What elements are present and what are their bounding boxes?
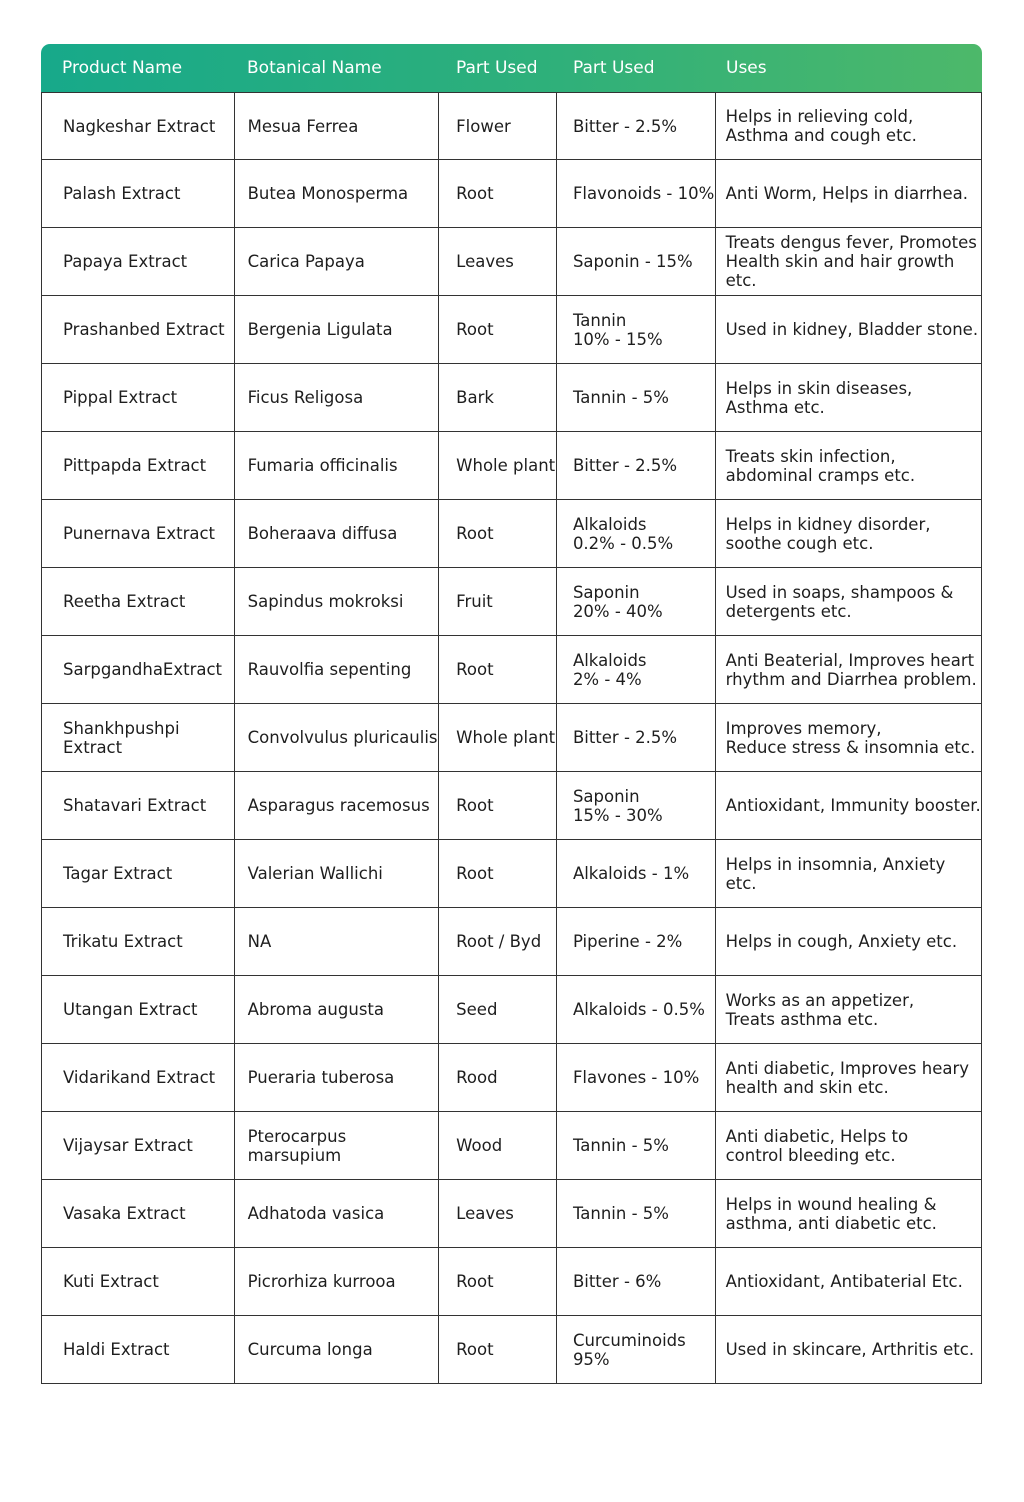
table-row — [42, 976, 981, 1044]
botanical-name-text: Picrorhiza kurrooa — [247, 1272, 396, 1291]
product-name-text: Nagkeshar Extract — [63, 116, 216, 136]
uses-cell — [716, 568, 981, 635]
table-row — [42, 636, 981, 704]
product-name-text: Prashanbed Extract — [63, 320, 225, 339]
botanical-name-cell — [235, 1112, 440, 1179]
uses-text: Helps in relieving cold, Asthma and cough etc. — [725, 107, 917, 145]
product-name-cell — [42, 500, 235, 567]
header-product-name: Product Name — [62, 58, 183, 78]
botanical-name-text: Asparagus racemosus — [247, 796, 430, 815]
table-row — [42, 364, 981, 432]
table-row — [42, 500, 981, 568]
table-body — [41, 92, 982, 1384]
assay-cell — [557, 976, 716, 1043]
botanical-name-text: Butea Monosperma — [247, 184, 409, 203]
assay-cell — [557, 228, 716, 295]
assay-text: Bitter - 2.5% — [572, 456, 678, 475]
uses-text: Antioxidant, Immunity booster. — [725, 796, 981, 815]
assay-cell — [557, 364, 716, 431]
uses-cell — [716, 364, 981, 431]
uses-text: Treats skin infection, abdominal cramps etc. — [725, 446, 916, 485]
product-name-cell — [42, 568, 235, 635]
uses-text: Helps in skin diseases, Asthma etc. — [725, 378, 913, 417]
part-used-cell — [439, 1180, 557, 1247]
botanical-name-cell — [235, 228, 440, 295]
uses-cell — [716, 840, 981, 907]
botanical-name-text: Curcuma longa — [247, 1340, 373, 1359]
uses-text: Used in kidney, Bladder stone. — [725, 320, 979, 339]
part-used-text: Wood — [456, 1136, 503, 1155]
uses-text: Treats dengus fever, Promotes Health skin and hair growth etc. — [725, 233, 977, 290]
product-name-cell — [42, 704, 235, 771]
assay-text: Alkaloids - 1% — [572, 864, 690, 883]
part-used-text: Whole plant — [456, 456, 556, 475]
part-used-cell — [439, 160, 557, 227]
botanical-name-cell — [235, 636, 440, 703]
header-uses: Uses — [726, 58, 767, 78]
assay-cell — [557, 1044, 716, 1111]
uses-cell — [716, 1248, 981, 1315]
botanical-name-text: Convolvulus pluricaulis — [247, 728, 438, 747]
uses-cell — [716, 296, 981, 363]
uses-cell — [716, 976, 981, 1043]
table-row — [42, 704, 981, 772]
botanical-name-cell — [235, 840, 440, 907]
assay-cell — [557, 432, 716, 499]
product-name-text: SarpgandhaExtract — [63, 660, 223, 679]
botanical-name-text: NA — [247, 932, 272, 951]
product-name-text: Kuti Extract — [63, 1272, 159, 1291]
uses-cell — [716, 500, 981, 567]
assay-text: Tannin - 5% — [572, 1136, 669, 1155]
uses-cell — [716, 772, 981, 839]
uses-cell — [716, 1112, 981, 1179]
part-used-text: Leaves — [456, 252, 514, 271]
part-used-cell — [439, 976, 557, 1043]
uses-text: Helps in wound healing & asthma, anti diabetic etc. — [725, 1194, 937, 1233]
assay-cell — [557, 636, 716, 703]
part-used-cell — [439, 93, 557, 159]
part-used-text: Root / Byd — [456, 932, 542, 951]
assay-text: Alkaloids - 0.5% — [572, 1000, 705, 1019]
botanical-name-cell — [235, 160, 440, 227]
part-used-cell — [439, 1112, 557, 1179]
uses-text: Used in soaps, shampoos & detergents etc. — [725, 582, 954, 621]
assay-text: Saponin - 15% — [572, 252, 693, 271]
part-used-cell — [439, 500, 557, 567]
assay-cell — [557, 772, 716, 839]
botanical-name-text: Fumaria officinalis — [247, 456, 398, 475]
assay-text: Flavonoids - 10% — [572, 184, 715, 203]
part-used-cell — [439, 636, 557, 703]
product-name-text: Punernava Extract — [63, 524, 216, 543]
table-row — [42, 840, 981, 908]
product-name-text: Vijaysar Extract — [63, 1136, 193, 1155]
uses-text: Anti Worm, Helps in diarrhea. — [725, 184, 969, 203]
table-row — [42, 1248, 981, 1316]
product-name-text: Pippal Extract — [63, 388, 178, 407]
product-name-cell — [42, 296, 235, 363]
uses-text: Helps in kidney disorder, soothe cough etc. — [725, 514, 931, 553]
botanical-name-cell — [235, 500, 440, 567]
botanical-name-text: Rauvolfia sepenting — [247, 660, 412, 679]
uses-cell — [716, 704, 981, 771]
part-used-text: Root — [456, 524, 494, 543]
product-name-cell — [42, 840, 235, 907]
product-name-text: Haldi Extract — [63, 1340, 170, 1359]
header-part-used: Part Used — [456, 58, 538, 78]
table-row — [42, 908, 981, 976]
botanical-name-cell — [235, 1316, 440, 1383]
extract-table — [41, 44, 982, 1384]
part-used-text: Bark — [456, 388, 494, 407]
botanical-name-text: Mesua Ferrea — [247, 116, 359, 136]
botanical-name-cell — [235, 772, 440, 839]
botanical-name-text: Valerian Wallichi — [247, 864, 383, 883]
product-name-cell — [42, 908, 235, 975]
part-used-cell — [439, 1316, 557, 1383]
assay-cell — [557, 296, 716, 363]
part-used-text: Root — [456, 660, 494, 679]
table-header — [41, 44, 982, 92]
botanical-name-cell — [235, 432, 440, 499]
part-used-text: Root — [456, 320, 494, 339]
assay-cell — [557, 704, 716, 771]
product-name-cell — [42, 976, 235, 1043]
product-name-text: Trikatu Extract — [63, 932, 183, 951]
assay-text: Alkaloids 0.2% - 0.5% — [572, 514, 674, 553]
part-used-text: Flower — [456, 116, 511, 136]
product-name-text: Pittpapda Extract — [63, 456, 207, 475]
uses-text: Improves memory, Reduce stress & insomnia etc. — [725, 718, 976, 757]
table-row — [42, 1044, 981, 1112]
assay-cell — [557, 1248, 716, 1315]
botanical-name-cell — [235, 568, 440, 635]
assay-text: Flavones - 10% — [572, 1068, 700, 1087]
botanical-name-text: Boheraava diffusa — [247, 524, 398, 543]
assay-cell — [557, 568, 716, 635]
assay-text: Piperine - 2% — [572, 932, 683, 951]
part-used-text: Root — [456, 1340, 494, 1359]
product-name-text: Vasaka Extract — [63, 1204, 186, 1223]
product-name-text: Shankhpushpi Extract — [63, 718, 180, 757]
table-row — [42, 228, 981, 296]
assay-text: Saponin 20% - 40% — [572, 582, 663, 621]
botanical-name-text: Sapindus mokroksi — [247, 592, 404, 611]
uses-cell — [716, 1180, 981, 1247]
part-used-cell — [439, 1248, 557, 1315]
part-used-cell — [439, 772, 557, 839]
part-used-cell — [439, 432, 557, 499]
part-used-text: Root — [456, 796, 494, 815]
uses-text: Works as an appetizer, Treats asthma etc. — [725, 990, 915, 1029]
product-name-cell — [42, 160, 235, 227]
product-name-text: Tagar Extract — [63, 864, 173, 883]
part-used-text: Root — [456, 864, 494, 883]
part-used-cell — [439, 1044, 557, 1111]
botanical-name-text: Abroma augusta — [247, 1000, 384, 1019]
assay-text: Saponin 15% - 30% — [572, 786, 663, 825]
part-used-cell — [439, 840, 557, 907]
product-name-text: Utangan Extract — [63, 1000, 198, 1019]
table-row — [42, 1180, 981, 1248]
product-name-cell — [42, 772, 235, 839]
uses-cell — [716, 228, 981, 295]
assay-text: Curcuminoids 95% — [572, 1330, 686, 1369]
product-name-cell — [42, 1248, 235, 1315]
table-row — [42, 92, 981, 160]
part-used-text: Leaves — [456, 1204, 514, 1223]
product-name-cell — [42, 93, 235, 159]
product-name-cell — [42, 228, 235, 295]
assay-cell — [557, 1180, 716, 1247]
botanical-name-text: Pterocarpus marsupium — [247, 1126, 347, 1165]
product-name-cell — [42, 1112, 235, 1179]
uses-text: Anti diabetic, Improves heary health and skin etc. — [725, 1058, 970, 1097]
assay-text: Alkaloids 2% - 4% — [572, 650, 647, 689]
uses-cell — [716, 93, 981, 159]
assay-text: Bitter - 2.5% — [572, 728, 678, 747]
part-used-cell — [439, 364, 557, 431]
uses-cell — [716, 1316, 981, 1383]
product-name-cell — [42, 364, 235, 431]
botanical-name-text: Bergenia Ligulata — [247, 320, 393, 339]
part-used-text: Root — [456, 1272, 494, 1291]
table-row — [42, 160, 981, 228]
assay-text: Bitter - 6% — [572, 1272, 662, 1291]
uses-text: Anti Beaterial, Improves heart rhythm and Diarrhea problem. — [725, 650, 977, 689]
uses-text: Helps in cough, Anxiety etc. — [725, 932, 958, 951]
uses-cell — [716, 432, 981, 499]
assay-text: Tannin - 5% — [572, 1204, 669, 1223]
assay-cell — [557, 160, 716, 227]
uses-text: Helps in insomnia, Anxiety etc. — [725, 854, 946, 893]
product-name-cell — [42, 1044, 235, 1111]
table-row — [42, 1316, 981, 1384]
uses-cell — [716, 160, 981, 227]
assay-cell — [557, 1316, 716, 1383]
uses-cell — [716, 636, 981, 703]
product-name-cell — [42, 1316, 235, 1383]
product-name-text: Reetha Extract — [63, 592, 186, 611]
part-used-text: Fruit — [456, 592, 493, 611]
botanical-name-cell — [235, 93, 440, 159]
header-part-used-assay: Part Used — [573, 58, 655, 78]
product-name-text: Shatavari Extract — [63, 796, 207, 815]
table-row — [42, 296, 981, 364]
botanical-name-cell — [235, 364, 440, 431]
product-name-cell — [42, 432, 235, 499]
table-row — [42, 432, 981, 500]
product-name-text: Vidarikand Extract — [63, 1068, 216, 1087]
botanical-name-text: Ficus Religosa — [247, 388, 364, 407]
part-used-cell — [439, 704, 557, 771]
uses-cell — [716, 1044, 981, 1111]
botanical-name-cell — [235, 1180, 440, 1247]
part-used-text: Rood — [456, 1068, 498, 1087]
part-used-cell — [439, 228, 557, 295]
product-name-text: Palash Extract — [63, 184, 181, 203]
table-row — [42, 568, 981, 636]
botanical-name-text: Carica Papaya — [247, 252, 365, 271]
uses-text: Used in skincare, Arthritis etc. — [725, 1340, 975, 1359]
uses-text: Antioxidant, Antibaterial Etc. — [725, 1272, 963, 1291]
part-used-cell — [439, 296, 557, 363]
botanical-name-cell — [235, 976, 440, 1043]
table-row — [42, 772, 981, 840]
botanical-name-cell — [235, 296, 440, 363]
part-used-text: Root — [456, 184, 494, 203]
assay-cell — [557, 500, 716, 567]
header-botanical-name: Botanical Name — [247, 58, 382, 78]
product-name-cell — [42, 636, 235, 703]
part-used-text: Seed — [456, 1000, 498, 1019]
table-row — [42, 1112, 981, 1180]
assay-text: Bitter - 2.5% — [572, 116, 678, 136]
assay-cell — [557, 93, 716, 159]
assay-cell — [557, 840, 716, 907]
assay-cell — [557, 1112, 716, 1179]
assay-text: Tannin - 5% — [572, 388, 669, 407]
botanical-name-cell — [235, 908, 440, 975]
uses-text: Anti diabetic, Helps to control bleeding etc. — [725, 1126, 909, 1165]
part-used-text: Whole plant — [456, 728, 556, 747]
assay-cell — [557, 908, 716, 975]
part-used-cell — [439, 568, 557, 635]
botanical-name-cell — [235, 1248, 440, 1315]
product-name-text: Papaya Extract — [63, 252, 188, 271]
botanical-name-cell — [235, 1044, 440, 1111]
botanical-name-text: Pueraria tuberosa — [247, 1068, 395, 1087]
botanical-name-text: Adhatoda vasica — [247, 1204, 385, 1223]
product-name-cell — [42, 1180, 235, 1247]
botanical-name-cell — [235, 704, 440, 771]
part-used-cell — [439, 908, 557, 975]
uses-cell — [716, 908, 981, 975]
assay-text: Tannin 10% - 15% — [572, 310, 663, 349]
